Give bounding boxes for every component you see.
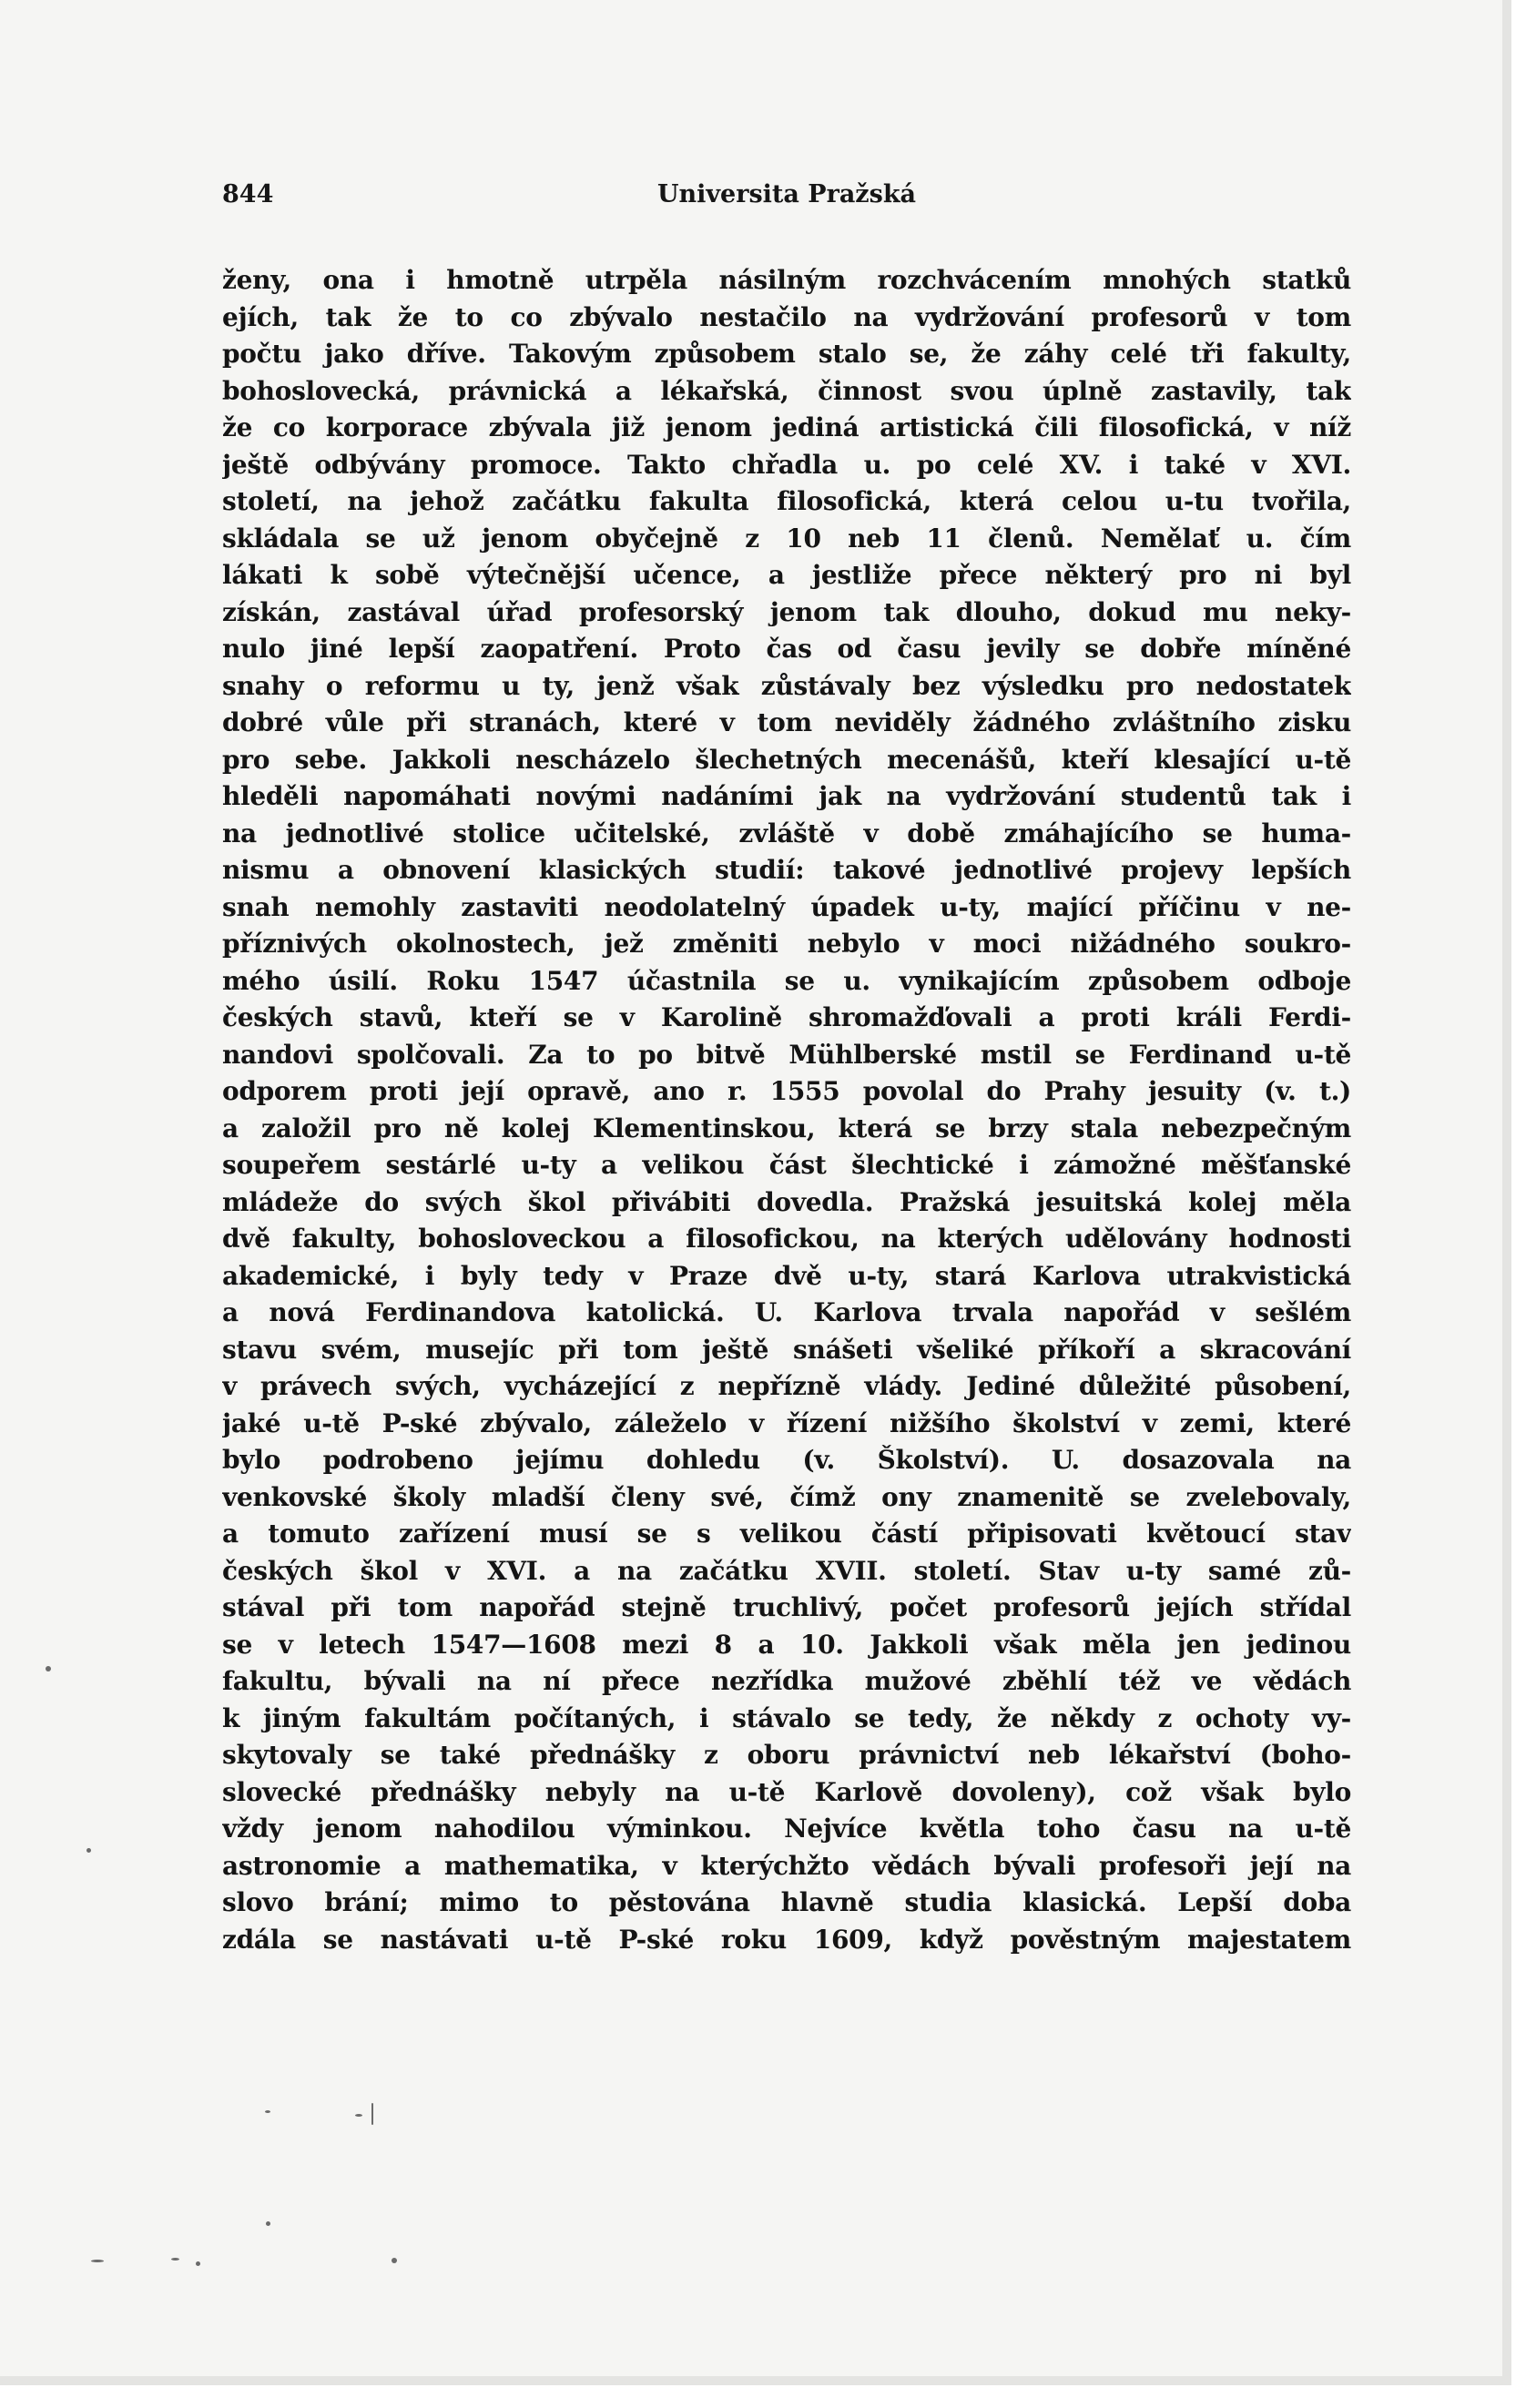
scan-speck xyxy=(196,2261,200,2266)
text-line: astronomie a mathematika, v kterýchžto vědách bývali profesoři její na xyxy=(222,1850,1351,1881)
text-line: příznivých okolnostech, jež změniti nebylo v moci nižádného soukro- xyxy=(222,929,1351,959)
text-line: že co korporace zbývala již jenom jediná artistická čili filosofická, v níž xyxy=(222,412,1351,442)
text-line: a založil pro ně kolej Klementinskou, která se brzy stala nebezpečným xyxy=(222,1113,1351,1143)
scan-speck xyxy=(171,2258,179,2261)
text-line: mládeže do svých škol přivábiti dovedla. Pražská jesuitská kolej měla xyxy=(222,1186,1351,1217)
text-line: pro sebe. Jakkoli nescházelo šlechetných mecenášů, kteří klesající u-tě xyxy=(222,744,1351,775)
text-line: venkovské školy mladší členy své, čímž ony znamenitě se zvelebovaly, xyxy=(222,1481,1351,1512)
text-line: stavu svém, musejíc při tom ještě snášeti všeliké příkoří a skracování xyxy=(222,1334,1351,1365)
text-line: soupeřem sestárlé u-ty a velikou část šlechtické i zámožné měšťanské xyxy=(222,1150,1351,1180)
text-line: v právech svých, vycházející z nepřízně vlády. Jediné důležité působení, xyxy=(222,1371,1351,1401)
text-line: získán, zastával úřad profesorský jenom tak dlouho, dokud mu neky- xyxy=(222,596,1351,627)
text-line: snahy o reformu u ty, jenž však zůstávaly bez výsledku pro nedostatek xyxy=(222,670,1351,701)
scan-speck xyxy=(392,2258,397,2263)
page-header xyxy=(222,180,1351,217)
text-line: dvě fakulty, bohosloveckou a filosofickou, na kterých udělovány hodnosti xyxy=(222,1224,1351,1254)
text-line: k jiným fakultám počítaných, i stávalo se tedy, že někdy z ochoty vy- xyxy=(222,1702,1351,1733)
text-line: bohoslovecká, právnická a lékařská, činnost svou úplně zastavily, tak xyxy=(222,375,1351,406)
text-line: století, na jehož začátku fakulta filosofická, která celou u-tu tvořila, xyxy=(222,486,1351,516)
text-line: odporem proti její opravě, ano r. 1555 povolal do Prahy jesuity (v. t.) xyxy=(222,1076,1351,1106)
text-line: slovecké přednášky nebyly na u-tě Karlově dovoleny), což však bylo xyxy=(222,1776,1351,1807)
text-line: na jednotlivé stolice učitelské, zvláště v době zmáhajícího se huma- xyxy=(222,818,1351,848)
text-line: ejích, tak že to co zbývalo nestačilo na vydržování profesorů v tom xyxy=(222,301,1351,332)
text-line: počtu jako dříve. Takovým způsobem stalo se, že záhy celé tři fakulty, xyxy=(222,339,1351,369)
text-line: skládala se už jenom obyčejně z 10 neb 11 členů. Nemělať u. čím xyxy=(222,523,1351,554)
text-line: a nová Ferdinandova katolická. U. Karlova trvala napořád v sešlém xyxy=(222,1297,1351,1327)
text-line: ženy, ona i hmotně utrpěla násilným rozchvácením mnohých statků xyxy=(222,265,1351,295)
text-line: hleděli napomáhati novými nadáními jak na vydržování studentů tak i xyxy=(222,781,1351,811)
text-line: slovo brání; mimo to pěstována hlavně studia klasická. Lepší doba xyxy=(222,1887,1351,1917)
text-line: nulo jiné lepší zaopatření. Proto čas od času jevily se dobře míněné xyxy=(222,634,1351,664)
text-line: mého úsilí. Roku 1547 účastnila se u. vynikajícím způsobem odboje xyxy=(222,965,1351,996)
scan-speck xyxy=(91,2260,104,2262)
running-head: Universita Pražská xyxy=(656,180,917,208)
text-line: snah nemohly zastaviti neodolatelný úpadek u-ty, mající příčinu v ne- xyxy=(222,891,1351,922)
text-line: akademické, i byly tedy v Praze dvě u-ty, stará Karlova utrakvistická xyxy=(222,1260,1351,1291)
text-line: lákati k sobě výtečnější učence, a jestliže přece některý pro ni byl xyxy=(222,560,1351,590)
text-line: nismu a obnovení klasických studií: takové jednotlivé projevy lepších xyxy=(222,855,1351,885)
text-line: dobré vůle při stranách, které v tom neviděly žádného zvláštního zisku xyxy=(222,707,1351,737)
page-number: 844 xyxy=(222,180,274,208)
text-line: stával při tom napořád stejně truchlivý, počet profesorů jejích střídal xyxy=(222,1592,1351,1622)
scan-speck xyxy=(371,2103,373,2125)
scan-speck xyxy=(355,2114,362,2117)
scan-speck xyxy=(86,1848,91,1853)
text-line: českých stavů, kteří se v Karolině shromažďovali a proti králi Ferdi- xyxy=(222,1002,1351,1032)
text-line: jaké u-tě P-ské zbývalo, záleželo v řízení nižšího školství v zemi, které xyxy=(222,1407,1351,1438)
text-line: se v letech 1547—1608 mezi 8 a 10. Jakkoli však měla jen jedinou xyxy=(222,1629,1351,1660)
text-line: a tomuto zařízení musí se s velikou částí připisovati květoucí stav xyxy=(222,1519,1351,1549)
scan-speck xyxy=(266,2221,270,2226)
text-line: českých škol v XVI. a na začátku XVII. století. Stav u-ty samé zů- xyxy=(222,1555,1351,1586)
text-line: bylo podrobeno jejímu dohledu (v. Školství). U. dosazovala na xyxy=(222,1445,1351,1475)
text-line: nandovi spolčovali. Za to po bitvě Mühlberské mstil se Ferdinand u-tě xyxy=(222,1039,1351,1070)
body-text xyxy=(222,262,1351,1958)
scan-speck xyxy=(265,2110,270,2113)
text-line: ještě odbývány promoce. Takto chřadla u. po celé XV. i také v XVI. xyxy=(222,449,1351,480)
text-line: vždy jenom nahodilou výminkou. Nejvíce květla toho času na u-tě xyxy=(222,1814,1351,1844)
scan-speck xyxy=(46,1666,51,1671)
text-line: zdála se nastávati u-tě P-ské roku 1609, když pověstným majestatem xyxy=(222,1924,1351,1955)
text-line: fakultu, bývali na ní přece nezřídka mužové zběhlí též ve vědách xyxy=(222,1666,1351,1696)
text-line: skytovaly se také přednášky z oboru právnictví neb lékařství (boho- xyxy=(222,1740,1351,1770)
